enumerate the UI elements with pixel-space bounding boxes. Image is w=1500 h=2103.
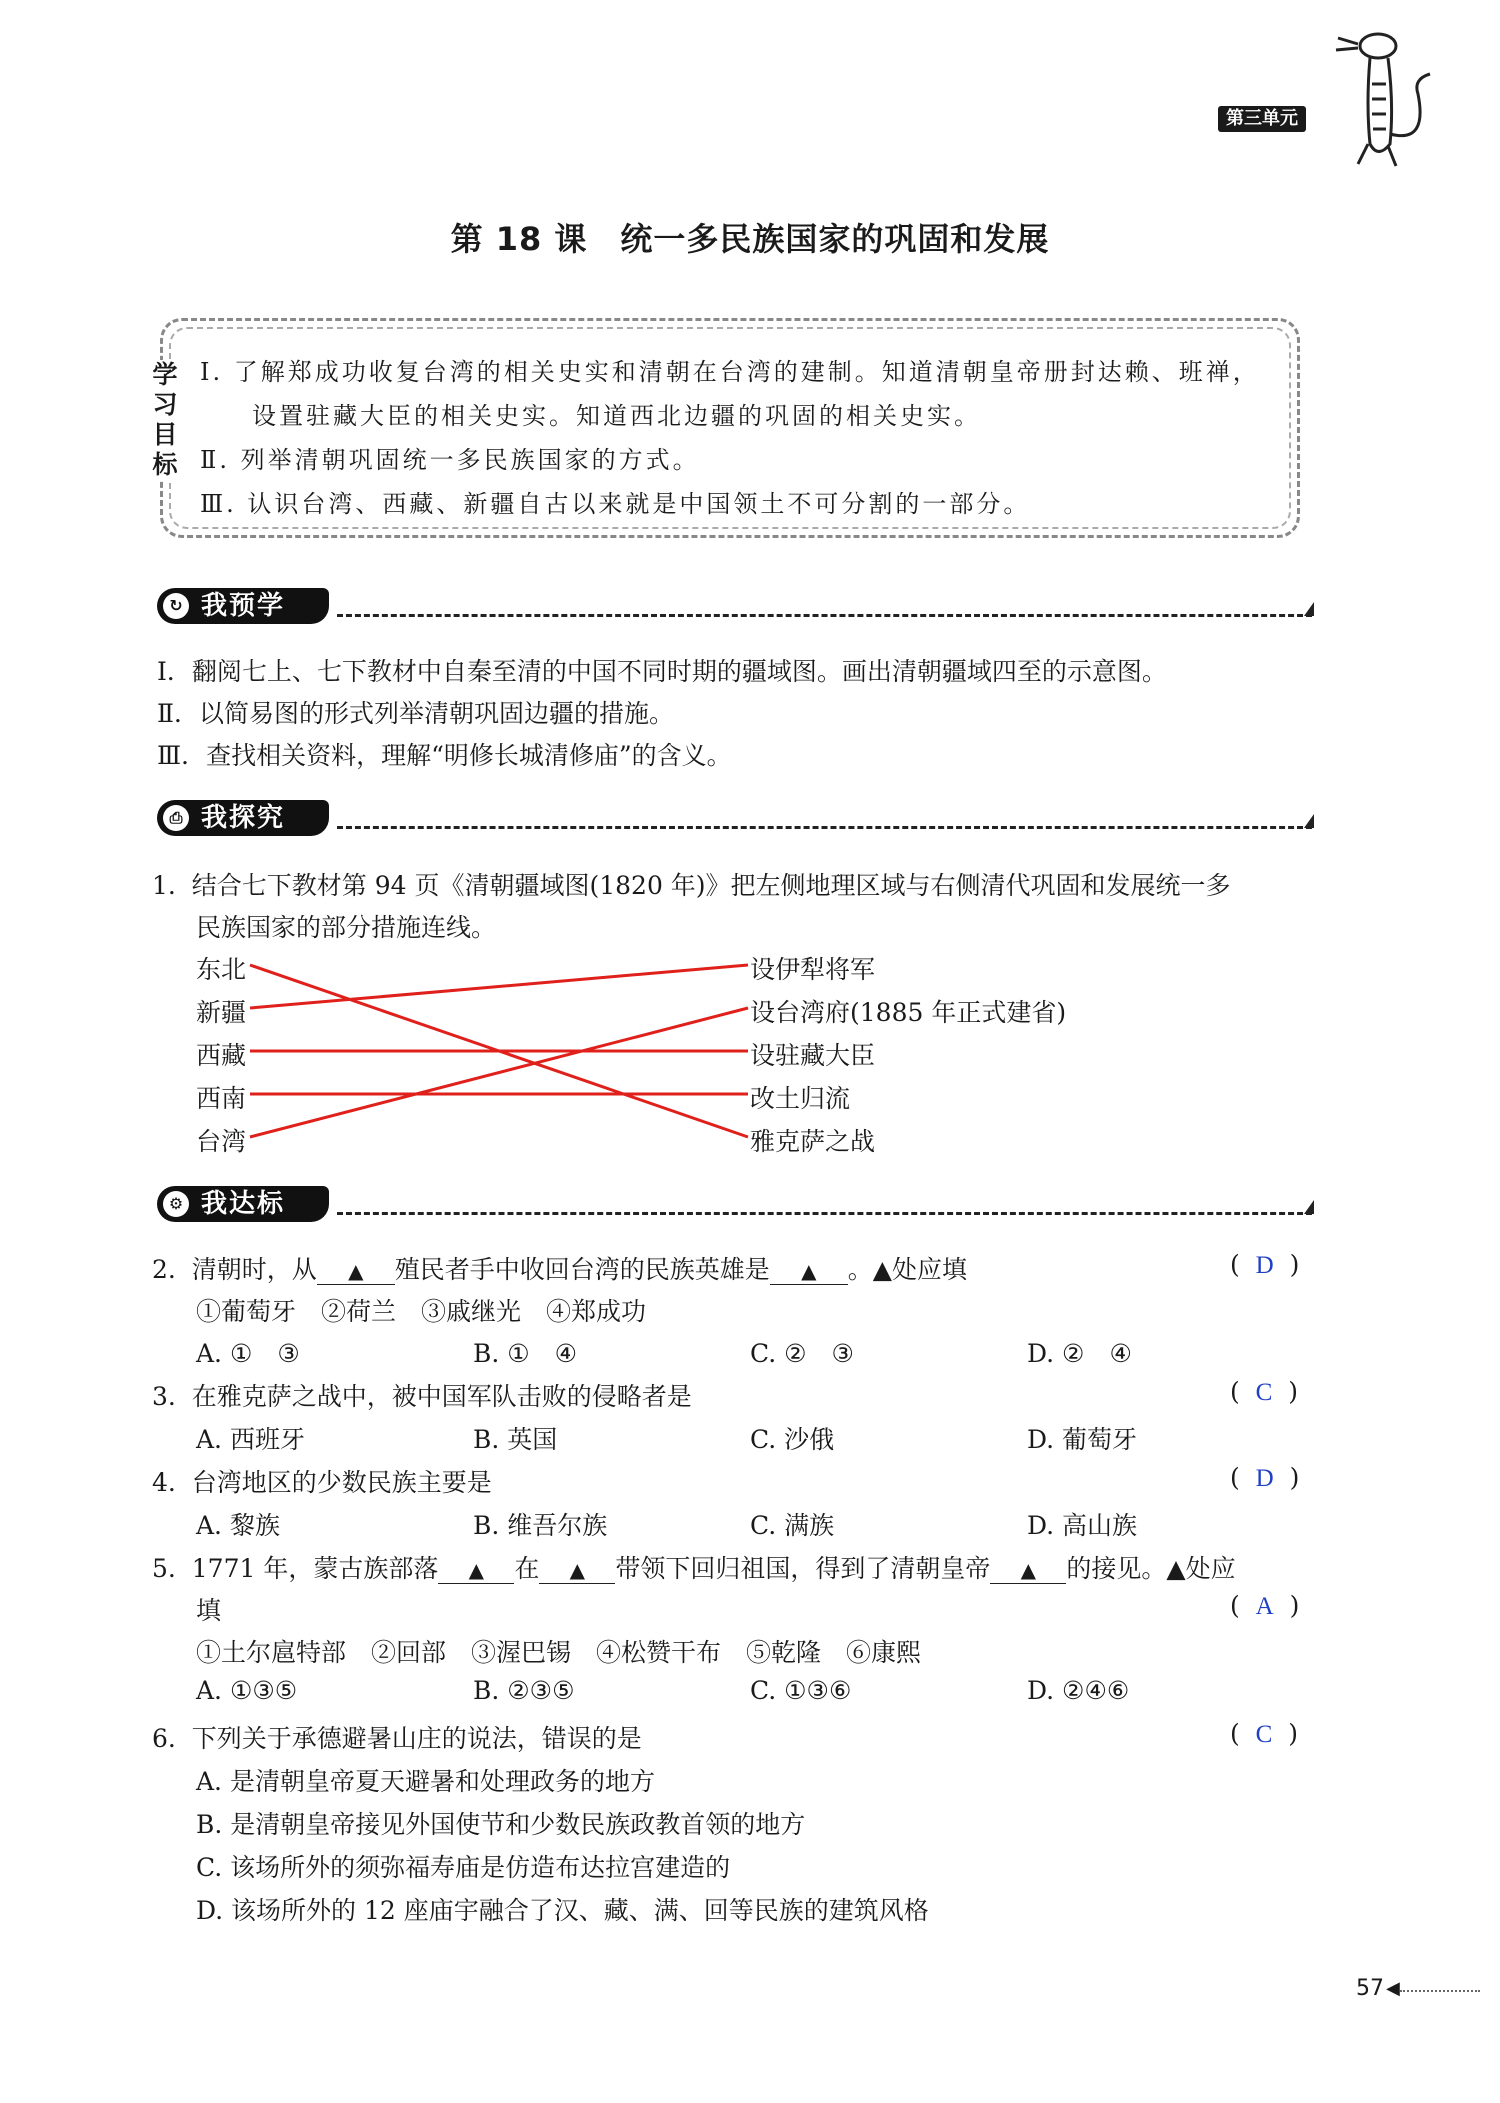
q4-choice-a: A. 黎族	[196, 1511, 280, 1540]
right-measure-4: 改土归流	[750, 1084, 851, 1113]
lesson-title: 第 18 课 统一多民族国家的巩固和发展	[450, 220, 1050, 258]
refresh-icon: ↻	[163, 593, 189, 619]
preview-item-2: Ⅱ．以简易图的形式列举清朝巩固边疆的措施。	[157, 699, 674, 728]
q5-choice-c: C. ①③⑥	[750, 1676, 852, 1705]
q2-choice-a: A. ① ③	[196, 1339, 300, 1368]
goal-item-3: Ⅲ. 认识台湾、西藏、新疆自古以来就是中国领土不可分割的一部分。	[200, 490, 1031, 518]
goal-item-1-cont: 设置驻藏大臣的相关史实。知道西北边疆的巩固的相关史实。	[252, 402, 981, 430]
right-measure-5: 雅克萨之战	[750, 1127, 876, 1156]
page-dots-decoration	[1400, 1990, 1480, 1992]
left-region-4: 西南	[196, 1084, 247, 1113]
q2-choice-d: D. ② ④	[1027, 1339, 1132, 1368]
left-region-1: 东北	[196, 955, 247, 984]
section-preview-header: ↻ 我预学	[157, 588, 1312, 624]
section-practice-header: ⚙ 我达标	[157, 1186, 1312, 1222]
goal-item-2: Ⅱ. 列举清朝巩固统一多民族国家的方式。	[200, 446, 700, 474]
answer-q4: ( D )	[1230, 1463, 1300, 1492]
right-measure-3: 设驻藏大臣	[750, 1041, 876, 1070]
answer-q2: ( D )	[1230, 1250, 1300, 1279]
left-region-2: 新疆	[196, 998, 247, 1027]
section-explore-header: ⎙ 我探究	[157, 800, 1312, 836]
question-4: 4. 台湾地区的少数民族主要是	[152, 1468, 492, 1497]
page-number: 57	[1356, 1976, 1384, 2001]
explore-q1-cont: 民族国家的部分措施连线。	[196, 913, 497, 942]
q5-choice-a: A. ①③⑤	[196, 1676, 298, 1705]
q6-choice-c: C. 该场所外的须弥福寿庙是仿造布达拉宫建造的	[196, 1853, 731, 1882]
preview-item-3: Ⅲ．查找相关资料，理解“明修长城清修庙”的含义。	[157, 741, 732, 770]
q3-choice-d: D. 葡萄牙	[1027, 1425, 1138, 1454]
answer-q5: ( A )	[1230, 1591, 1300, 1620]
q2-choice-b: B. ① ④	[473, 1339, 578, 1368]
question-5-options: ①土尔扈特部 ②回部 ③渥巴锡 ④松赞干布 ⑤乾隆 ⑥康熙	[196, 1638, 922, 1667]
printer-icon: ⎙	[163, 805, 189, 831]
right-measure-2: 设台湾府(1885 年正式建省)	[750, 998, 1067, 1027]
arrow-left-icon: ◀	[1386, 1978, 1400, 1999]
question-5-cont: 填	[196, 1596, 222, 1625]
q4-choice-c: C. 满族	[750, 1511, 835, 1540]
q5-choice-b: B. ②③⑤	[473, 1676, 575, 1705]
q6-choice-d: D. 该场所外的 12 座庙宇融合了汉、藏、满、回等民族的建筑风格	[196, 1896, 929, 1925]
goal-item-1: Ⅰ. 了解郑成功收复台湾的相关史实和清朝在台湾的建制。知道清朝皇帝册封达赖、班禅，	[200, 358, 1260, 386]
q3-choice-b: B. 英国	[473, 1425, 558, 1454]
q6-choice-a: A. 是清朝皇帝夏天避暑和处理政务的地方	[196, 1767, 655, 1796]
question-5: 5. 1771 年，蒙古族部落 ▲ 在 ▲ 带领下回归祖国，得到了清朝皇帝 ▲ 的接见。▲处应	[152, 1554, 1236, 1583]
question-6: 6. 下列关于承德避暑山庄的说法，错误的是	[152, 1724, 642, 1753]
left-region-3: 西藏	[196, 1041, 247, 1070]
q2-choice-c: C. ② ③	[750, 1339, 854, 1368]
explore-q1: 1. 结合七下教材第 94 页《清朝疆域图(1820 年)》把左侧地理区域与右侧清代巩固和发展统一多	[152, 871, 1231, 900]
match-line-2	[250, 965, 748, 1008]
question-2: 2. 清朝时，从 ▲ 殖民者手中收回台湾的民族英雄是 ▲ 。▲处应填	[152, 1255, 968, 1284]
match-line-5	[250, 1008, 748, 1137]
q6-choice-b: B. 是清朝皇帝接见外国使节和少数民族政教首领的地方	[196, 1810, 806, 1839]
question-2-options: ①葡萄牙 ②荷兰 ③戚继光 ④郑成功	[196, 1297, 647, 1326]
answer-q3: ( C )	[1230, 1377, 1299, 1406]
learning-goals-label: 学 习 目 标	[148, 360, 182, 480]
q3-choice-a: A. 西班牙	[196, 1425, 305, 1454]
q4-choice-b: B. 维吾尔族	[473, 1511, 608, 1540]
q4-choice-d: D. 高山族	[1027, 1511, 1138, 1540]
q3-choice-c: C. 沙俄	[750, 1425, 835, 1454]
right-measure-1: 设伊犁将军	[750, 955, 876, 984]
q5-choice-d: D. ②④⑥	[1027, 1676, 1130, 1705]
bicycle-icon: ⚙	[163, 1191, 189, 1217]
preview-item-1: Ⅰ．翻阅七上、七下教材中自秦至清的中国不同时期的疆域图。画出清朝疆域四至的示意图。	[157, 657, 1167, 686]
left-region-5: 台湾	[196, 1127, 247, 1156]
answer-q6: ( C )	[1230, 1719, 1299, 1748]
unit-badge: 第三单元	[1218, 106, 1306, 132]
question-3: 3. 在雅克萨之战中，被中国军队击败的侵略者是	[152, 1382, 692, 1411]
